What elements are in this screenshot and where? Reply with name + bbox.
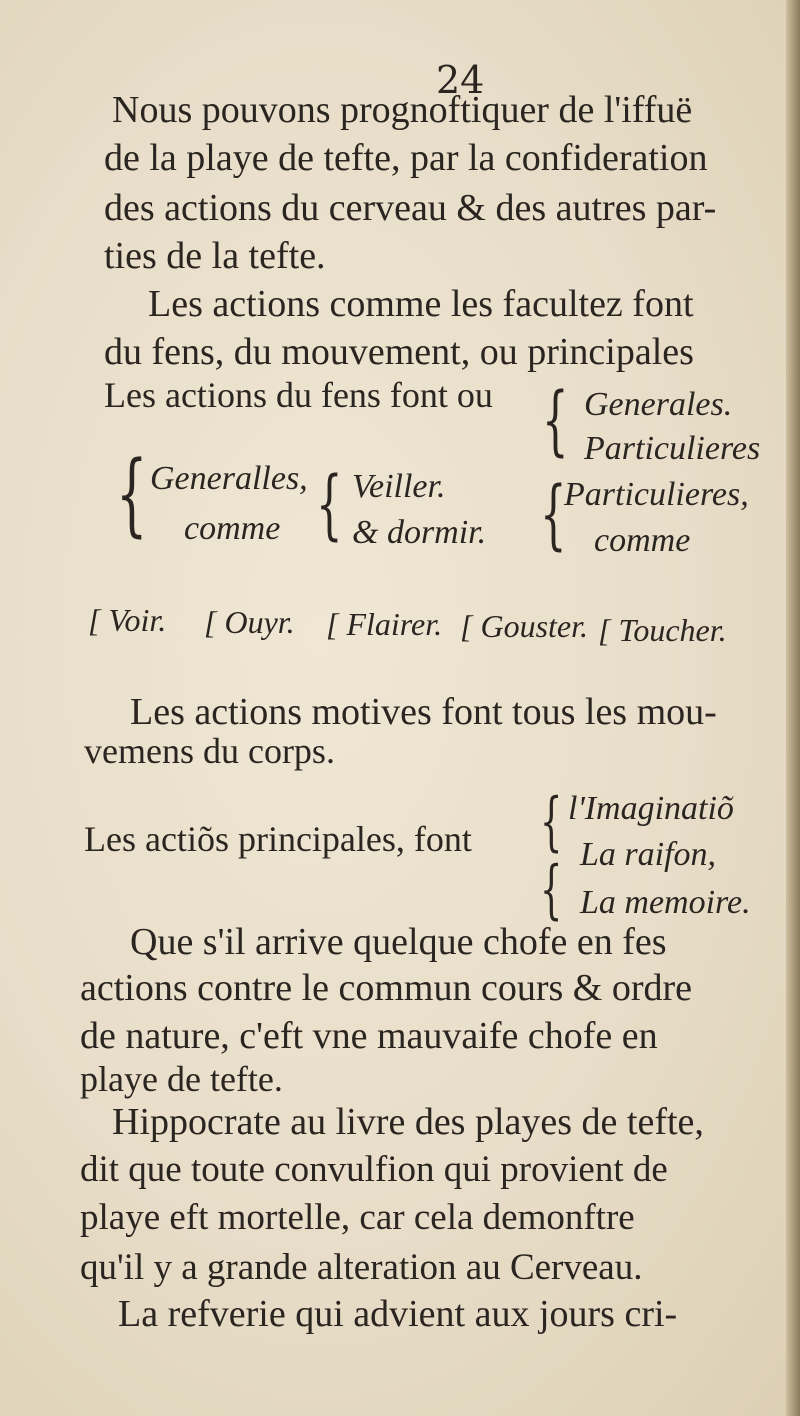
brace-principales-1: {	[540, 785, 563, 859]
paragraph-1-line-2: de la playe de tefte, par la confideration	[104, 137, 708, 179]
brace-left: {	[116, 442, 148, 547]
page-edge	[786, 0, 800, 1416]
item-imagination: l'Imaginatiõ	[568, 790, 734, 827]
particulieres-comme: comme	[594, 522, 691, 559]
brace-right-top: {	[542, 375, 569, 464]
paragraph-5-line-1: Hippocrate au livre des playes de tefte,	[112, 1101, 704, 1143]
paragraph-6-line-1: La refverie qui advient aux jours cri-	[118, 1293, 678, 1335]
generalles-label: Generalles,	[150, 460, 308, 497]
paragraph-4-line-2: actions contre le commun cours & ordre	[80, 967, 693, 1009]
item-raison: La raifon,	[580, 836, 717, 873]
paragraph-4-line-1: Que s'il arrive quelque chofe en fes	[130, 921, 667, 963]
sense-voir: [ Voir.	[88, 602, 167, 638]
paragraph-2-line-2: du fens, du mouvement, ou principales	[104, 331, 694, 373]
paragraph-2-line-3: Les actions du fens font ou	[104, 375, 493, 415]
sense-ouyr: [ Ouyr.	[204, 604, 295, 640]
paragraph-1-line-4: ties de la tefte.	[104, 235, 326, 277]
sense-flairer: [ Flairer.	[326, 606, 443, 642]
paragraph-3-line-2: vemens du corps.	[84, 731, 335, 771]
paragraph-1-line-3: des actions du cerveau & des autres par-	[104, 187, 717, 229]
sense-toucher: [ Toucher.	[598, 612, 727, 648]
option-generales: Generales.	[584, 386, 733, 423]
paragraph-3-line-1: Les actions motives font tous les mou-	[130, 691, 717, 733]
paragraph-4-line-3: de nature, c'eft vne mauvaife chofe en	[80, 1015, 658, 1057]
brace-principales-2: {	[540, 853, 563, 927]
principales-label: Les actiõs principales, font	[84, 819, 472, 859]
brace-middle: {	[316, 459, 343, 548]
paragraph-5-line-4: qu'il y a grande alteration au Cerveau.	[80, 1247, 643, 1288]
item-veiller: Veiller.	[352, 468, 446, 505]
brace-right-bottom: {	[540, 469, 567, 558]
page-number: 24	[436, 58, 485, 102]
particulieres-label: Particulieres,	[564, 476, 749, 513]
item-memoire: La memoire.	[580, 884, 751, 921]
paragraph-2-line-1: Les actions comme les facultez font	[148, 283, 694, 325]
paragraph-1-line-1: Nous pouvons prognoftiquer de l'iffuë	[112, 89, 693, 131]
sense-gouster: [ Gouster.	[460, 608, 589, 644]
item-dormir: & dormir.	[352, 514, 487, 551]
option-particulieres: Particulieres	[584, 430, 761, 467]
paragraph-5-line-2: dit que toute convulfion qui provient de	[80, 1149, 668, 1190]
paragraph-4-line-4: playe de tefte.	[80, 1059, 283, 1099]
generalles-comme: comme	[184, 510, 281, 547]
paragraph-5-line-3: playe eft mortelle, car cela demonftre	[80, 1197, 635, 1238]
